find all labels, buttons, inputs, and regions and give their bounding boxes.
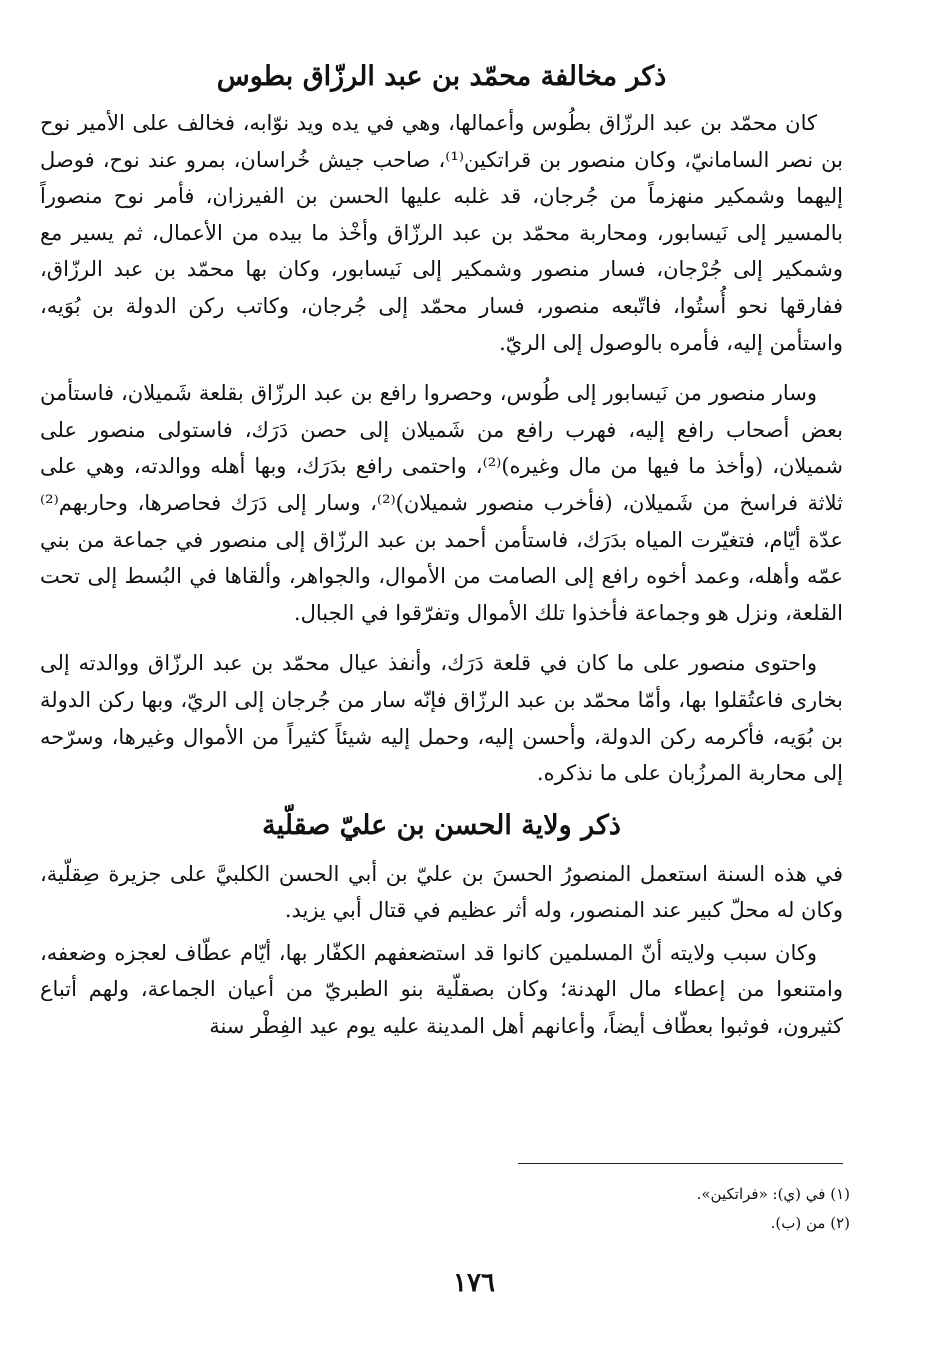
footnote-divider	[518, 1163, 843, 1164]
footnote-2: (٢) من (ب).	[770, 1214, 850, 1232]
footnote-1: (١) في (ي): «فراتكين».	[696, 1185, 850, 1203]
paragraph-1: كان محمّد بن عبد الرزّاق بطُوس وأعمالها، وهي في يده ويد نوّابه، فخالف على الأمير نوح بن نصر السامانيّ، وكان منصور بن قراتكين⁽¹⁾، صاحب جيش خُراسان، بمرو عند نوح، فوصل إليهما وشمكير منهزماً من جُرجان، قد غلبه عليها الحسن بن الفيرزان، فأمر نوح منصوراً بالمسير إلى نَيسابور، ومحاربة محمّد بن عبد الرزّاق وأخْذ ما بيده من الأعمال، ثم يسير مع وشمكير إلى جُرْجان، فسار منصور وشمكير إلى نَيسابور، وكان بها محمّد بن عبد الرزّاق، ففارقها نحو أُستُوا، فاتّبعه منصور، فسار محمّد إلى جُرجان، وكاتب ركن الدولة بن بُوَيه، واستأمن إليه، فأمره بالوصول إلى الريّ.	[40, 111, 843, 355]
paragraph-4: في هذه السنة استعمل المنصورُ الحسنَ بن عليّ بن أبي الحسن الكلبيَّ على جزيرة صِقلّية، وكان له محلّ كبير عند المنصور، وله أثر عظيم في قتال أبي يزيد.	[40, 861, 843, 923]
footnotes	[697, 1180, 850, 1238]
section-title-1: ذكر مخالفة محمّد بن عبد الرزّاق بطوس	[216, 61, 667, 92]
section-title-2: ذكر ولاية الحسن بن عليّ صقلّية	[262, 809, 621, 841]
page-number: ١٧٦	[453, 1268, 495, 1298]
paragraph-3: واحتوى منصور على ما كان في قلعة دَرَك، وأنفذ عيال محمّد بن عبد الرزّاق ووالدته إلى بخارى فاعتُقلوا بها، وأمّا محمّد بن عبد الرزّاق فإنّه سار من جُرجان إلى الريّ، وبها ركن الدولة بن بُوَيه، فأكرمه ركن الدولة، وأحسن إليه، وحمل إليه شيئاً كثيراً من الأموال وغيرها، وسرّحه إلى محاربة المرزُبان على ما نذكره.	[40, 651, 843, 786]
paragraph-5: وكان سبب ولايته أنّ المسلمين كانوا قد استضعفهم الكفّار بها، أيّام عطّاف لعجزه وضعفه، وامتنعوا من إعطاء مال الهدنة؛ وكان بصقلّية بنو الطبريّ من أعيان الجماعة، ولهم أتباع كثيرون، فوثبوا بعطّاف أيضاً، وأعانهم أهل المدينة عليه يوم عيد الفِطْر سنة	[40, 940, 843, 1039]
paragraph-2: وسار منصور من نَيسابور إلى طُوس، وحصروا رافع بن عبد الرزّاق بقلعة شَميلان، فاستأمن بعض أصحاب رافع إليه، فهرب رافع من شَميلان إلى حصن دَرَك، فاستولى منصور على شميلان، (وأخذ ما فيها من مال وغيره)⁽²⁾، واحتمى رافع بدَرَك، وبها أهله ووالدته، وهي على ثلاثة فراسخ من شَميلان، (فأخرب منصور شميلان)⁽²⁾، وسار إلى دَرَك فحاصرها، وحاربهم⁽²⁾ عدّة أيّام، فتغيّرت المياه بدَرَك، فاستأمن أحمد بن عبد الرزّاق إلى منصور في جماعة من بني عمّه وأهله، وعمد أخوه رافع إلى الصامت من الأموال، والجواهر، وألقاها في البُسط إلى تحت القلعة، ونزل هو وجماعة فأخذوا تلك الأموال وتفرّقوا في الجبال.	[40, 381, 844, 625]
